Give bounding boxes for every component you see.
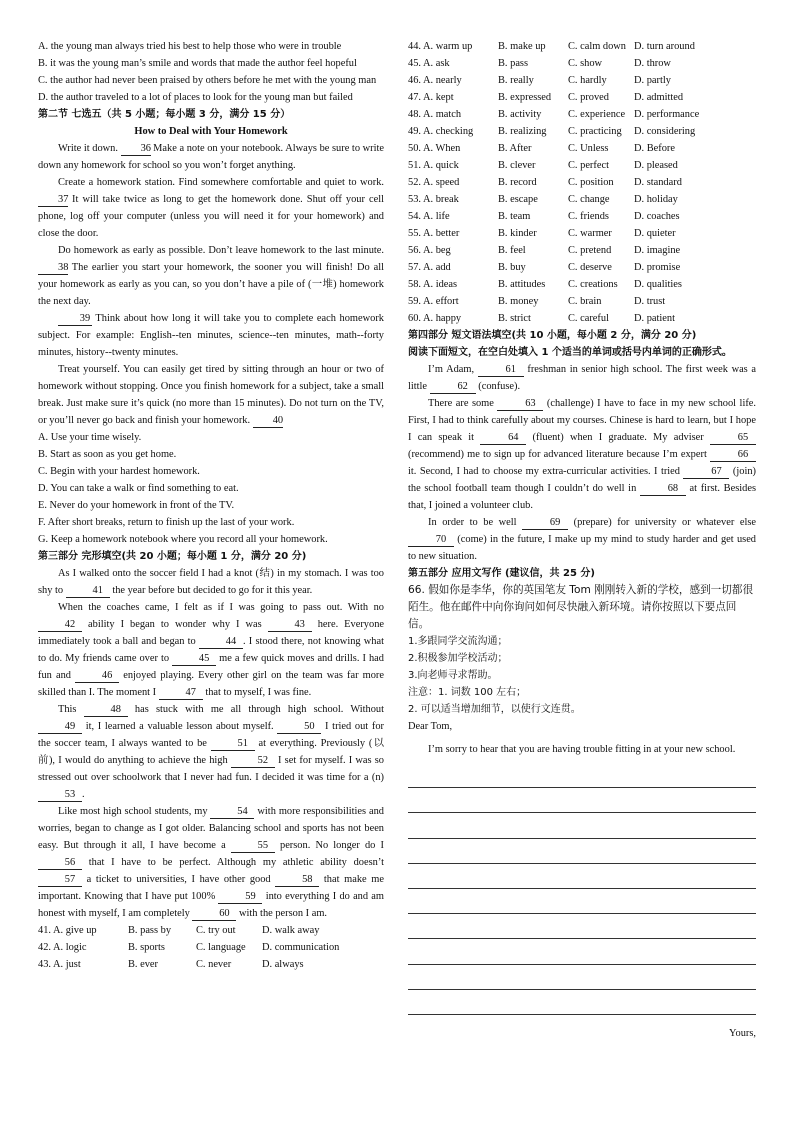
passage-text: with more responsibilities and worries, began to change as I got older. Balancing school and sports has not been easy. But through it all, I have become a [38, 806, 384, 851]
option-choice[interactable]: 43. A. just [38, 959, 81, 970]
option-choice[interactable]: B. attitudes [498, 279, 546, 290]
letter-closing: Yours, [729, 1027, 756, 1039]
option-row [408, 157, 756, 174]
passage-paragraph [38, 803, 384, 922]
writing-prompt: 66. 假如你是李华，你的英国笔友 Tom 刚刚转入新的学校，感到一切都很陌生。他在邮件中向你询问如何尽快融入新环境。请你按照以下要点回信。 [408, 584, 754, 630]
answer-blank[interactable]: 43 [268, 618, 312, 632]
writing-line[interactable] [408, 813, 756, 838]
passage-text: (come) in the future, I make up my mind to study harder and get used to new situation. [408, 534, 756, 562]
option-choice[interactable]: C. try out [196, 925, 236, 936]
seven-choose-five-options [38, 429, 384, 548]
option-choice[interactable]: 50. A. When [408, 143, 461, 154]
option-choice[interactable]: C. practicing [568, 126, 622, 137]
passage-paragraph: Create a homework station. Find somewhere comfortable and quiet to work. 37 It will take twice as long to get the homework done. Shut off your cell phone, log off your computer (unless you will need it for your homework) and close the door. [38, 177, 384, 239]
answer-blank[interactable]: 70 [408, 533, 454, 547]
passage-text: me a few quick moves and drills. I had fun and [38, 653, 384, 681]
option-choice[interactable]: B. realizing [498, 126, 547, 137]
option-line: D. the author traveled to a lot of places to look for the young man but failed [38, 92, 353, 103]
answer-blank[interactable]: 65 [710, 431, 756, 445]
passage-text: There are some [428, 398, 498, 409]
section-heading-seven-choose-five: 第二节 七选五（共 5 小题；每小题 3 分，满分 15 分） [38, 109, 291, 120]
option-row [408, 310, 756, 327]
passage-text: with the person I am. [236, 908, 327, 919]
writing-line[interactable] [408, 939, 756, 964]
option-choice[interactable]: B. After [498, 143, 532, 154]
option-choice[interactable]: D. communication [262, 942, 340, 953]
option-choice[interactable]: D. holiday [634, 194, 678, 205]
answer-blank[interactable]: 45 [172, 652, 216, 666]
option-choice[interactable]: B. ever [128, 959, 159, 970]
passage-paragraph: Write it down. 36 Make a note on your notebook. Always be sure to write down any homework for school so you won’t forget anything. [38, 143, 384, 171]
option-choice[interactable]: D. partly [634, 75, 671, 86]
answer-blank[interactable]: 63 [497, 397, 543, 411]
answer-blank[interactable]: 44 [199, 635, 243, 649]
passage-paragraph: 39 Think about how long it will take you to complete each homework subject. For example: English--ten minutes, science--ten minutes, math--forty minutes, history--twenty minutes. [38, 313, 384, 358]
option-choice[interactable]: 56. A. beg [408, 245, 451, 256]
section-heading-cloze: 第三部分 完形填空(共 20 小题；每小题 1 分，满分 20 分) [38, 551, 307, 562]
passage-text: enjoyed playing. Every other girl on the team was far more skilled than I. The moment I [38, 670, 384, 698]
answer-blank[interactable]: 36 [121, 142, 151, 156]
cloze-options-right [408, 38, 756, 327]
passage-paragraph [408, 395, 756, 514]
passage-text: that I have to be perfect. Although my athletic ability doesn’t [82, 857, 384, 868]
passage-text: I set for myself. I was so stressed out over schoolwork that I never had fun. I decided it was time for a (n) [38, 755, 384, 783]
option-line: E. Never do your homework in front of the TV. [38, 500, 235, 511]
option-choice[interactable]: D. pleased [634, 160, 678, 171]
option-choice[interactable]: D. turn around [634, 41, 695, 52]
answer-blank[interactable]: 39 [58, 312, 92, 326]
answer-blank[interactable]: 38 [38, 261, 68, 275]
option-choice[interactable]: D. performance [634, 109, 700, 120]
writing-point: 1.多跟同学交流沟通； [408, 636, 508, 647]
passage-text: As I walked onto the soccer field I had a knot (结) in my stomach. I was too shy to [38, 568, 384, 596]
option-choice[interactable]: D. considering [634, 126, 696, 137]
answer-blank[interactable]: 64 [480, 431, 526, 445]
option-row [408, 55, 756, 72]
option-choice[interactable]: B. pass by [128, 925, 172, 936]
option-row [408, 208, 756, 225]
option-choice[interactable]: C. friends [568, 211, 609, 222]
passage-text: that to myself, I was fine. [202, 687, 312, 698]
passage-text: In order to be well [428, 517, 523, 528]
option-line: A. Use your time wisely. [38, 432, 142, 443]
option-line: B. it was the young man’s smile and words that made the author feel hopeful [38, 58, 357, 69]
option-choice[interactable]: 51. A. quick [408, 160, 459, 171]
option-choice[interactable]: B. team [498, 211, 531, 222]
option-row [408, 259, 756, 276]
grammar-instructions: 阅读下面短文，在空白处填入 1 个适当的单词或括号内单词的正确形式。 [408, 347, 732, 358]
option-choice[interactable]: D. quieter [634, 228, 676, 239]
option-choice[interactable]: B. sports [128, 942, 165, 953]
passage-text: the year before but decided to go for it this year. [109, 585, 313, 596]
option-choice[interactable]: C. careful [568, 313, 609, 324]
option-choice[interactable]: 52. A. speed [408, 177, 460, 188]
answer-blank[interactable]: 47 [159, 686, 203, 700]
option-choice[interactable]: 55. A. better [408, 228, 460, 239]
option-choice[interactable]: B. really [498, 75, 534, 86]
answer-blank[interactable]: 41 [66, 584, 110, 598]
answer-blank[interactable]: 68 [640, 482, 686, 496]
section-heading-writing: 第五部分 应用文写作 (建议信，共 25 分) [408, 568, 595, 579]
option-choice[interactable]: 47. A. kept [408, 92, 454, 103]
option-row [408, 293, 756, 310]
option-choice[interactable]: D. imagine [634, 245, 681, 256]
answer-blank[interactable]: 40 [253, 414, 283, 428]
answer-blank[interactable]: 52 [231, 754, 275, 768]
passage-paragraph: Treat yourself. You can easily get tired by sitting through an hour or two of homework without stopping. Once you finish homework for a subject, take a small break. Just make sure it’s quick (no more than 15 minutes). Do not turn on the TV, or you’ll never go back and finish your homework. 40 [38, 364, 384, 426]
option-line: C. Begin with your hardest homework. [38, 466, 200, 477]
passage-paragraph [408, 514, 756, 565]
option-choice[interactable]: D. always [262, 959, 304, 970]
option-row [408, 276, 756, 293]
passage-text: (fluent) when I graduate. My adviser [526, 432, 710, 443]
option-choice[interactable]: C. Unless [568, 143, 609, 154]
answer-blank[interactable]: 61 [478, 363, 524, 377]
option-row [408, 140, 756, 157]
option-choice[interactable]: C. calm down [568, 41, 627, 52]
writing-line[interactable] [408, 889, 756, 914]
writing-line[interactable] [408, 864, 756, 889]
option-row [408, 191, 756, 208]
option-choice[interactable]: C. never [196, 959, 232, 970]
answer-blank[interactable]: 42 [38, 618, 82, 632]
answer-blank[interactable]: 51 [211, 737, 255, 751]
option-row [408, 89, 756, 106]
writing-point: 3.向老师寻求帮助。 [408, 670, 498, 681]
option-choice[interactable]: C. position [568, 177, 614, 188]
option-choice[interactable]: B. expressed [498, 92, 552, 103]
passage-text: ability I began to wonder why I was [82, 619, 268, 630]
passage-text: (confuse). [475, 381, 521, 392]
option-row [408, 106, 756, 123]
option-choice[interactable]: 41. A. give up [38, 925, 97, 936]
passage-paragraph [38, 565, 384, 599]
option-choice[interactable]: C. creations [568, 279, 618, 290]
writing-note: 2. 可以适当增加细节，以使行文连贯。 [408, 704, 581, 715]
option-line: B. Start as soon as you get home. [38, 449, 177, 460]
answer-blank[interactable]: 37 [38, 193, 68, 207]
option-row [408, 174, 756, 191]
option-choice[interactable]: C. pretend [568, 245, 612, 256]
passage-text: person. No longer do I [274, 840, 384, 851]
passage-text: here. Everyone immediately took a ball and began to [38, 619, 384, 647]
section-heading-grammar-fill: 第四部分 短文语法填空(共 10 小题，每小题 2 分，满分 20 分) [408, 330, 697, 341]
passage-text: (recommend) me to sign up for advanced literature because I’m expert [408, 449, 710, 460]
option-choice[interactable]: C. deserve [568, 262, 612, 273]
option-choice[interactable]: B. money [498, 296, 539, 307]
answer-blank[interactable]: 46 [75, 669, 119, 683]
answer-blank[interactable]: 56 [38, 856, 82, 870]
right-column [408, 38, 756, 1042]
option-choice[interactable]: 48. A. match [408, 109, 462, 120]
passage-text: (challenge) I have to face in my new school life. First, I had to think carefully about my courses. Chinese is hard to learn, but I hope I can speak it [408, 398, 756, 443]
answer-blank[interactable]: 54 [210, 805, 254, 819]
q40-options-tail [38, 38, 384, 106]
option-choice[interactable]: 59. A. effort [408, 296, 459, 307]
option-choice[interactable]: 45. A. ask [408, 58, 450, 69]
passage-text: I’m Adam, [428, 364, 478, 375]
option-choice[interactable]: 54. A. life [408, 211, 450, 222]
passage-text: it, I learned a valuable lesson about myself. [82, 721, 278, 732]
option-row [408, 72, 756, 89]
option-choice[interactable]: C. change [568, 194, 610, 205]
passage-paragraph: Do homework as early as possible. Don’t leave homework to the last minute. 38 The earlier you start your homework, the sooner you will finish! Do all your homework as early as you can, so you don’t have a pile of (一堆) homework the next day. [38, 245, 384, 307]
letter-opening: I’m sorry to hear that you are having trouble fitting in at your new school. [428, 744, 736, 755]
passage-text: has stuck with me all through high school. Without [127, 704, 385, 715]
option-choice[interactable]: C. brain [568, 296, 602, 307]
option-choice[interactable]: 60. A. happy [408, 313, 462, 324]
passage-text: it. Second, I had to choose my extra-curricular activities. I tried [408, 466, 684, 477]
option-choice[interactable]: D. standard [634, 177, 682, 188]
option-row [408, 242, 756, 259]
option-choice[interactable]: C. language [196, 942, 246, 953]
passage-text: . I stood there, not knowing what to do. My friends came over to [38, 636, 384, 664]
passage-text: at first. Besides that, I joined a volunteer club. [408, 483, 756, 511]
passage-text: (prepare) for university or whatever else [568, 517, 756, 528]
answer-blank[interactable]: 62 [430, 380, 476, 394]
passage-paragraph [38, 701, 384, 803]
answer-blank[interactable]: 53 [38, 788, 82, 802]
option-line: G. Keep a homework notebook where you record all your homework. [38, 534, 328, 545]
option-row [408, 38, 756, 55]
option-choice[interactable]: 46. A. nearly [408, 75, 462, 86]
option-line: D. You can take a walk or find something to eat. [38, 483, 239, 494]
answer-blank[interactable]: 50 [277, 720, 321, 734]
option-choice[interactable]: B. clever [498, 160, 536, 171]
option-choice[interactable]: B. pass [498, 58, 529, 69]
option-choice[interactable]: 42. A. logic [38, 942, 87, 953]
passage-text: (join) the school football team though I couldn’t do well in [408, 466, 756, 494]
grammar-passage [408, 361, 756, 565]
option-choice[interactable]: D. trust [634, 296, 666, 307]
option-choice[interactable]: D. throw [634, 58, 671, 69]
option-choice[interactable]: D. coaches [634, 211, 680, 222]
writing-line[interactable] [408, 914, 756, 939]
option-choice[interactable]: 57. A. add [408, 262, 451, 273]
option-choice[interactable]: B. activity [498, 109, 542, 120]
option-choice[interactable]: D. promise [634, 262, 681, 273]
option-row [38, 939, 384, 956]
passage-text: . [82, 789, 85, 800]
option-choice[interactable]: C. perfect [568, 160, 609, 171]
option-choice[interactable]: D. walk away [262, 925, 320, 936]
option-choice[interactable]: B. buy [498, 262, 526, 273]
option-choice[interactable]: B. feel [498, 245, 526, 256]
option-row [38, 956, 384, 973]
writing-line[interactable] [408, 763, 756, 788]
answer-blank[interactable]: 49 [38, 720, 82, 734]
passage-paragraph [408, 361, 756, 395]
writing-point: 2.积极参加学校活动； [408, 653, 508, 664]
answer-blank[interactable]: 67 [683, 465, 729, 479]
cloze-passage [38, 565, 384, 922]
answer-blank[interactable]: 60 [192, 907, 236, 921]
passage-title: How to Deal with Your Homework [134, 126, 288, 137]
left-column [38, 38, 384, 973]
answer-blank[interactable]: 66 [710, 448, 756, 462]
option-line: C. the author had never been praised by others before he met with the young man [38, 75, 377, 86]
option-choice[interactable]: D. admitted [634, 92, 684, 103]
passage-text: I tried out for the soccer team, I always wanted to be [38, 721, 384, 749]
answer-blank[interactable]: 59 [218, 890, 262, 904]
passage-text: freshman in senior high school. The first week was a little [408, 364, 756, 392]
option-choice[interactable]: 53. A. break [408, 194, 459, 205]
passage-text: When the coaches came, I felt as if I was going to pass out. With no [58, 602, 384, 613]
writing-line[interactable] [408, 839, 756, 864]
option-choice[interactable]: C. show [568, 58, 603, 69]
letter-greeting: Dear Tom, [408, 721, 453, 732]
option-choice[interactable]: C. warmer [568, 228, 612, 239]
answer-blank[interactable]: 48 [84, 703, 128, 717]
answer-blank[interactable]: 57 [38, 873, 82, 887]
answer-blank[interactable]: 69 [522, 516, 568, 530]
passage-text: This [58, 704, 84, 715]
option-choice[interactable]: 44. A. warm up [408, 41, 473, 52]
writing-line[interactable] [408, 965, 756, 990]
option-choice[interactable]: B. escape [498, 194, 538, 205]
writing-line[interactable] [408, 788, 756, 813]
option-choice[interactable]: 49. A. checking [408, 126, 474, 137]
passage-text: at everything. Previously (以前), I would do anything to achieve the high [38, 738, 384, 766]
option-row [408, 225, 756, 242]
option-choice[interactable]: C. hardly [568, 75, 607, 86]
writing-line[interactable] [408, 990, 756, 1015]
option-choice[interactable]: B. record [498, 177, 537, 188]
cloze-options-left [38, 922, 384, 973]
option-choice[interactable]: D. Before [634, 143, 675, 154]
passage-text: that make me important. Knowing that I have put 100% [38, 874, 384, 902]
option-line: F. After short breaks, return to finish up the last of your work. [38, 517, 295, 528]
answer-blank[interactable]: 58 [275, 873, 319, 887]
option-choice[interactable]: D. qualities [634, 279, 682, 290]
option-choice[interactable]: 58. A. ideas [408, 279, 458, 290]
writing-area[interactable] [408, 763, 756, 1015]
option-line: A. the young man always tried his best to help those who were in trouble [38, 41, 342, 52]
option-choice[interactable]: D. patient [634, 313, 675, 324]
option-choice[interactable]: B. make up [498, 41, 546, 52]
writing-note: 注意：1. 词数 100 左右； [408, 687, 527, 698]
option-choice[interactable]: C. experience [568, 109, 626, 120]
passage-paragraph [38, 599, 384, 701]
option-choice[interactable]: B. strict [498, 313, 531, 324]
option-row [38, 922, 384, 939]
answer-blank[interactable]: 55 [231, 839, 275, 853]
option-row [408, 123, 756, 140]
passage-text: a ticket to universities, I have other good [82, 874, 276, 885]
option-choice[interactable]: B. kinder [498, 228, 537, 239]
option-choice[interactable]: C. proved [568, 92, 609, 103]
passage-text: into everything I do and am honest with myself, I am completely [38, 891, 384, 919]
passage-text: Like most high school students, my [58, 806, 211, 817]
